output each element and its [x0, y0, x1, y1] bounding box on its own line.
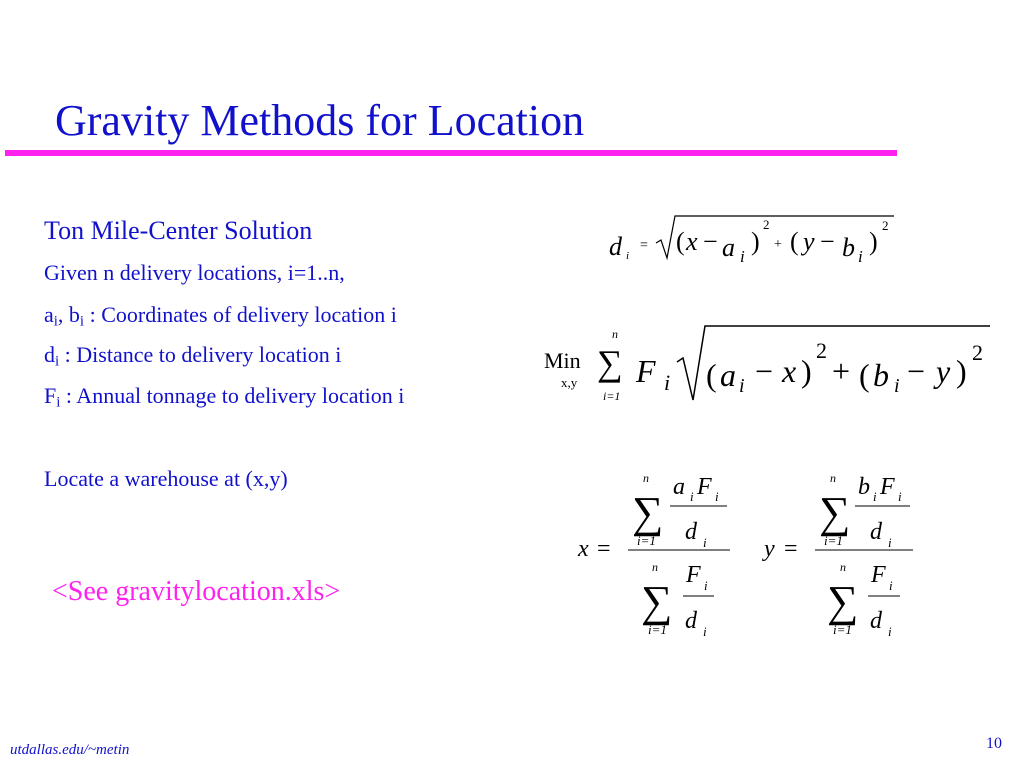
f2-lp1: ( [706, 357, 717, 393]
coord-text: : Coordinates of delivery location i [84, 302, 397, 327]
f2-exp1: 2 [816, 338, 827, 363]
ton-text: : Annual tonnage to delivery location i [60, 383, 405, 408]
coord-b-sub: i [79, 313, 85, 330]
f4-den-sigma: ∑ [827, 577, 859, 626]
coord-a-sub: i [53, 313, 58, 330]
f3-num-sum-lower: i=1 [637, 533, 656, 548]
f2-sum-lower: i=1 [603, 389, 621, 403]
f2-x: x [782, 353, 797, 389]
f2-y: y [936, 353, 951, 389]
f4-eq: = [784, 536, 798, 562]
f2-plus: + [832, 353, 851, 389]
y-centroid-formula [762, 471, 913, 639]
f1-b: b [842, 233, 855, 262]
f4-num-sigma: ∑ [819, 488, 851, 537]
f4-num-d-sub: i [888, 535, 892, 550]
slide-title: Gravity Methods for Location [55, 96, 585, 145]
coord-b: b [68, 302, 80, 327]
f2-minus1: − [755, 353, 774, 389]
f3-den-F: F [686, 562, 701, 588]
f1-rp1: ) [751, 227, 760, 256]
f1-exp2: 2 [882, 218, 889, 233]
dist-text: : Distance to delivery location i [59, 342, 342, 367]
dist-sub: i [55, 353, 60, 370]
heading-ton-mile: Ton Mile-Center Solution [44, 216, 313, 245]
f1-lp2: ( [790, 227, 799, 256]
f3-num-F-sub: i [715, 489, 719, 504]
f3-den-sum-lower: i=1 [648, 622, 667, 637]
f2-F-sub: i [664, 370, 671, 395]
f4-num-sum-upper: n [830, 471, 836, 485]
f2-a: a [720, 357, 736, 393]
f2-minus2: − [907, 353, 926, 389]
f4-den-F-sub: i [889, 578, 893, 593]
f2-sigma: ∑ [597, 343, 623, 383]
f2-rp2: ) [956, 353, 967, 389]
locate-line: Locate a warehouse at (x,y) [44, 466, 288, 491]
f2-F: F [636, 353, 656, 389]
f1-exp1: 2 [763, 217, 770, 232]
coord-sep: , [57, 302, 69, 327]
ton-sub: i [56, 394, 61, 411]
f3-num-sum-upper: n [643, 471, 649, 485]
f2-sum-upper: n [612, 327, 618, 341]
f1-plus: + [774, 237, 782, 252]
f1-d: d [609, 232, 622, 261]
f3-num-F: F [697, 474, 712, 500]
f4-den-d: d [870, 608, 882, 634]
f2-min-sub: x,y [561, 375, 578, 390]
f3-num-sigma: ∑ [632, 488, 664, 537]
given-line: Given n delivery locations, i=1..n, [44, 260, 345, 285]
f1-a-sub: i [740, 247, 745, 266]
f1-b-sub: i [858, 247, 863, 266]
f1-minus2: − [820, 227, 835, 256]
f3-eq: = [597, 536, 611, 562]
f3-den-d: d [685, 608, 697, 634]
f3-den-d-sub: i [703, 624, 707, 639]
page-number: 10 [986, 735, 1002, 752]
f2-lp2: ( [859, 357, 870, 393]
f4-num-b: b [858, 474, 870, 500]
f3-x: x [578, 536, 589, 562]
f2-a-sub: i [739, 375, 745, 397]
f2-b: b [873, 357, 889, 393]
f4-y: y [764, 536, 775, 562]
f3-den-sigma: ∑ [641, 577, 673, 626]
f3-num-d: d [685, 519, 697, 545]
f1-d-sub: i [626, 250, 630, 262]
ton-f: F [44, 383, 57, 408]
f2-rp1: ) [801, 353, 812, 389]
f4-num-sum-lower: i=1 [824, 533, 843, 548]
f1-a: a [722, 233, 735, 262]
footer-url: utdallas.edu/~metin [10, 742, 130, 758]
f4-den-d-sub: i [888, 624, 892, 639]
f1-y: y [803, 227, 815, 256]
f3-den-sum-upper: n [652, 560, 658, 574]
f4-den-F: F [871, 562, 886, 588]
f1-x: x [686, 227, 698, 256]
f1-rp2: ) [869, 227, 878, 256]
see-spreadsheet-link[interactable]: <See gravitylocation.xls> [52, 576, 341, 607]
f1-minus1: − [703, 227, 718, 256]
f1-lp1: ( [676, 227, 685, 256]
f2-exp2: 2 [972, 340, 983, 365]
distance-formula [609, 216, 894, 266]
f4-num-b-sub: i [873, 489, 877, 504]
f4-den-sum-lower: i=1 [833, 622, 852, 637]
f3-num-a-sub: i [690, 489, 694, 504]
f2-min: Min [544, 348, 581, 373]
dist-d: d [44, 342, 55, 367]
f3-num-d-sub: i [703, 535, 707, 550]
x-centroid-formula [577, 471, 730, 639]
f4-num-d: d [870, 519, 882, 545]
f3-num-a: a [673, 474, 685, 500]
f4-num-F-sub: i [898, 489, 902, 504]
f3-den-F-sub: i [704, 578, 708, 593]
f4-num-F: F [880, 474, 895, 500]
f4-den-sum-upper: n [840, 560, 846, 574]
coord-a: a [44, 302, 54, 327]
objective-formula [544, 326, 990, 403]
f1-eq: = [640, 238, 648, 253]
f2-b-sub: i [894, 375, 900, 397]
